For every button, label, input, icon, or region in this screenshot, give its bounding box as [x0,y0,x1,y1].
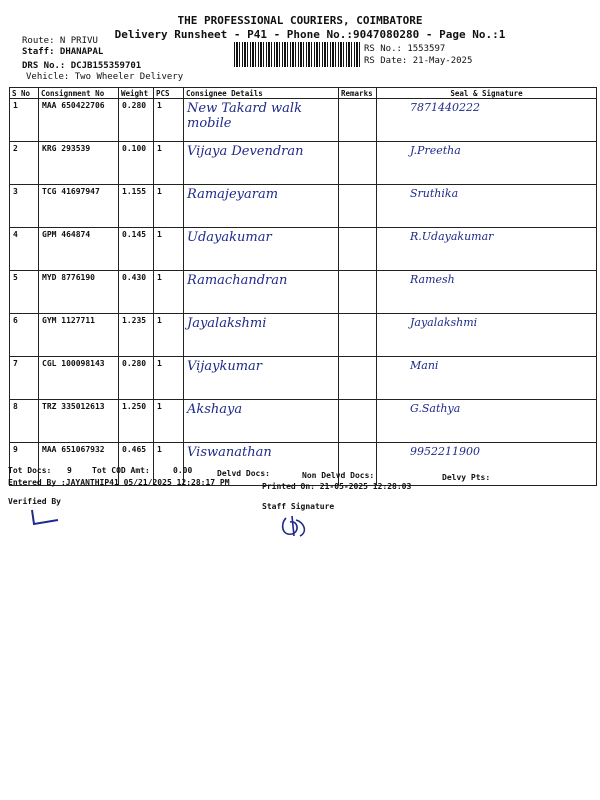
cell-pcs: 1 [154,99,184,142]
table-header-row [10,88,597,99]
entered-by: Entered By :JAYANTHIP41 05/21/2025 12:28:17 PM [8,478,230,487]
cell-seal [377,400,597,443]
consignee-handwriting: Vijaykumar [187,359,262,374]
drs-number: DRS No.: DCJB155359701 [22,61,142,71]
tot-cod-value: 0.00 [173,466,193,475]
cell-sno: 1 [10,99,39,142]
table-row [10,99,597,142]
company-title: THE PROFESSIONAL COURIERS, COIMBATORE [177,14,423,27]
cell-seal [377,271,597,314]
cell-consignment: MYD 8776190 [39,271,119,314]
cell-weight: 1.155 [119,185,154,228]
cell-pcs: 1 [154,185,184,228]
runsheet-title: Delivery Runsheet - P41 - Phone No.:9047080280 - Page No.:1 [114,28,506,41]
seal-handwriting: Mani [410,359,439,372]
col-consignment: Consignment No [39,88,119,99]
cell-sno: 3 [10,185,39,228]
cell-consignee [184,99,339,142]
verified-signature [28,508,64,528]
cell-weight: 0.430 [119,271,154,314]
tot-cod-label: Tot COD Amt: [92,466,150,475]
table-row [10,357,597,400]
cell-consignment: MAA 650422706 [39,99,119,142]
cell-pcs: 1 [154,443,184,486]
cell-weight: 0.280 [119,99,154,142]
cell-sno: 6 [10,314,39,357]
non-delvd-docs-label: Non Delvd Docs: [302,471,375,480]
cell-seal [377,142,597,185]
delvd-docs-label: Delvd Docs: [217,469,270,478]
cell-weight: 0.465 [119,443,154,486]
cell-consignee [184,271,339,314]
consignee-handwriting: Viswanathan [187,445,272,460]
col-remarks: Remarks [339,88,377,99]
runsheet-table [9,87,597,486]
col-consignee: Consignee Details [184,88,339,99]
seal-handwriting: R.Udayakumar [410,230,494,243]
consignee-handwriting: Ramachandran [187,273,288,288]
staff-signature-label: Staff Signature [262,502,335,511]
cell-consignment: KRG 293539 [39,142,119,185]
cell-remarks [339,357,377,400]
cell-consignment: GYM 1127711 [39,314,119,357]
printed-on: Printed On: 21-05-2025 12:28:03 [262,482,412,491]
cell-consignment: TCG 41697947 [39,185,119,228]
cell-weight: 0.100 [119,142,154,185]
cell-consignment: GPM 464874 [39,228,119,271]
cell-seal [377,314,597,357]
consignee-handwriting: Udayakumar [187,230,272,245]
seal-handwriting: 9952211900 [410,445,480,458]
vehicle-label: Vehicle: Two Wheeler Delivery [26,72,184,82]
cell-pcs: 1 [154,357,184,400]
table-row [10,400,597,443]
seal-handwriting: Ramesh [410,273,455,286]
cell-consignee [184,357,339,400]
cell-sno: 2 [10,142,39,185]
col-weight: Weight [119,88,154,99]
staff-label: Staff: DHANAPAL [22,47,104,57]
cell-consignee [184,185,339,228]
table-row [10,142,597,185]
rs-date: RS Date: 21-May-2025 [364,56,473,66]
cell-seal [377,185,597,228]
cell-sno: 9 [10,443,39,486]
cell-consignee [184,314,339,357]
consignee-handwriting: Akshaya [187,402,243,417]
cell-remarks [339,185,377,228]
consignee-handwriting: Jayalakshmi [187,316,267,331]
cell-sno: 4 [10,228,39,271]
seal-handwriting: G.Sathya [410,402,461,415]
cell-weight: 0.280 [119,357,154,400]
cell-consignee [184,400,339,443]
cell-weight: 0.145 [119,228,154,271]
cell-pcs: 1 [154,142,184,185]
cell-seal [377,357,597,400]
consignee-handwriting: Ramajeyaram [187,187,279,202]
cell-consignee [184,142,339,185]
cell-sno: 5 [10,271,39,314]
staff-signature-mark [278,514,312,540]
tot-docs-label: Tot Docs: [8,466,52,475]
cell-remarks [339,314,377,357]
cell-remarks [339,400,377,443]
cell-consignment: MAA 651067932 [39,443,119,486]
consignee-handwriting: New Takard walk mobile [187,101,302,131]
cell-sno: 7 [10,357,39,400]
col-seal: Seal & Signature [377,88,597,99]
col-sno: S No [10,88,39,99]
barcode-image [234,42,360,67]
cell-seal [377,99,597,142]
cell-weight: 1.235 [119,314,154,357]
seal-handwriting: 7871440222 [410,101,480,114]
route-label: Route: N PRIVU [22,36,98,46]
cell-pcs: 1 [154,314,184,357]
seal-handwriting: Jayalakshmi [410,316,478,329]
table-row [10,271,597,314]
seal-handwriting: J.Preetha [410,144,461,157]
cell-seal [377,228,597,271]
cell-sno: 8 [10,400,39,443]
table-row [10,228,597,271]
delvy-pts-label: Delvy Pts: [442,473,491,482]
cell-remarks [339,142,377,185]
cell-remarks [339,99,377,142]
cell-consignee [184,228,339,271]
consignee-handwriting: Vijaya Devendran [187,144,304,159]
cell-pcs: 1 [154,271,184,314]
verified-by-label: Verified By [8,497,61,506]
cell-consignment: TRZ 335012613 [39,400,119,443]
rs-number: RS No.: 1553597 [364,44,446,54]
cell-remarks [339,228,377,271]
cell-pcs: 1 [154,228,184,271]
cell-remarks [339,271,377,314]
tot-docs-value: 9 [67,466,72,475]
table-row [10,185,597,228]
cell-consignment: CGL 100098143 [39,357,119,400]
table-row [10,314,597,357]
seal-handwriting: Sruthika [410,187,459,200]
cell-weight: 1.250 [119,400,154,443]
cell-pcs: 1 [154,400,184,443]
col-pcs: PCS [154,88,184,99]
